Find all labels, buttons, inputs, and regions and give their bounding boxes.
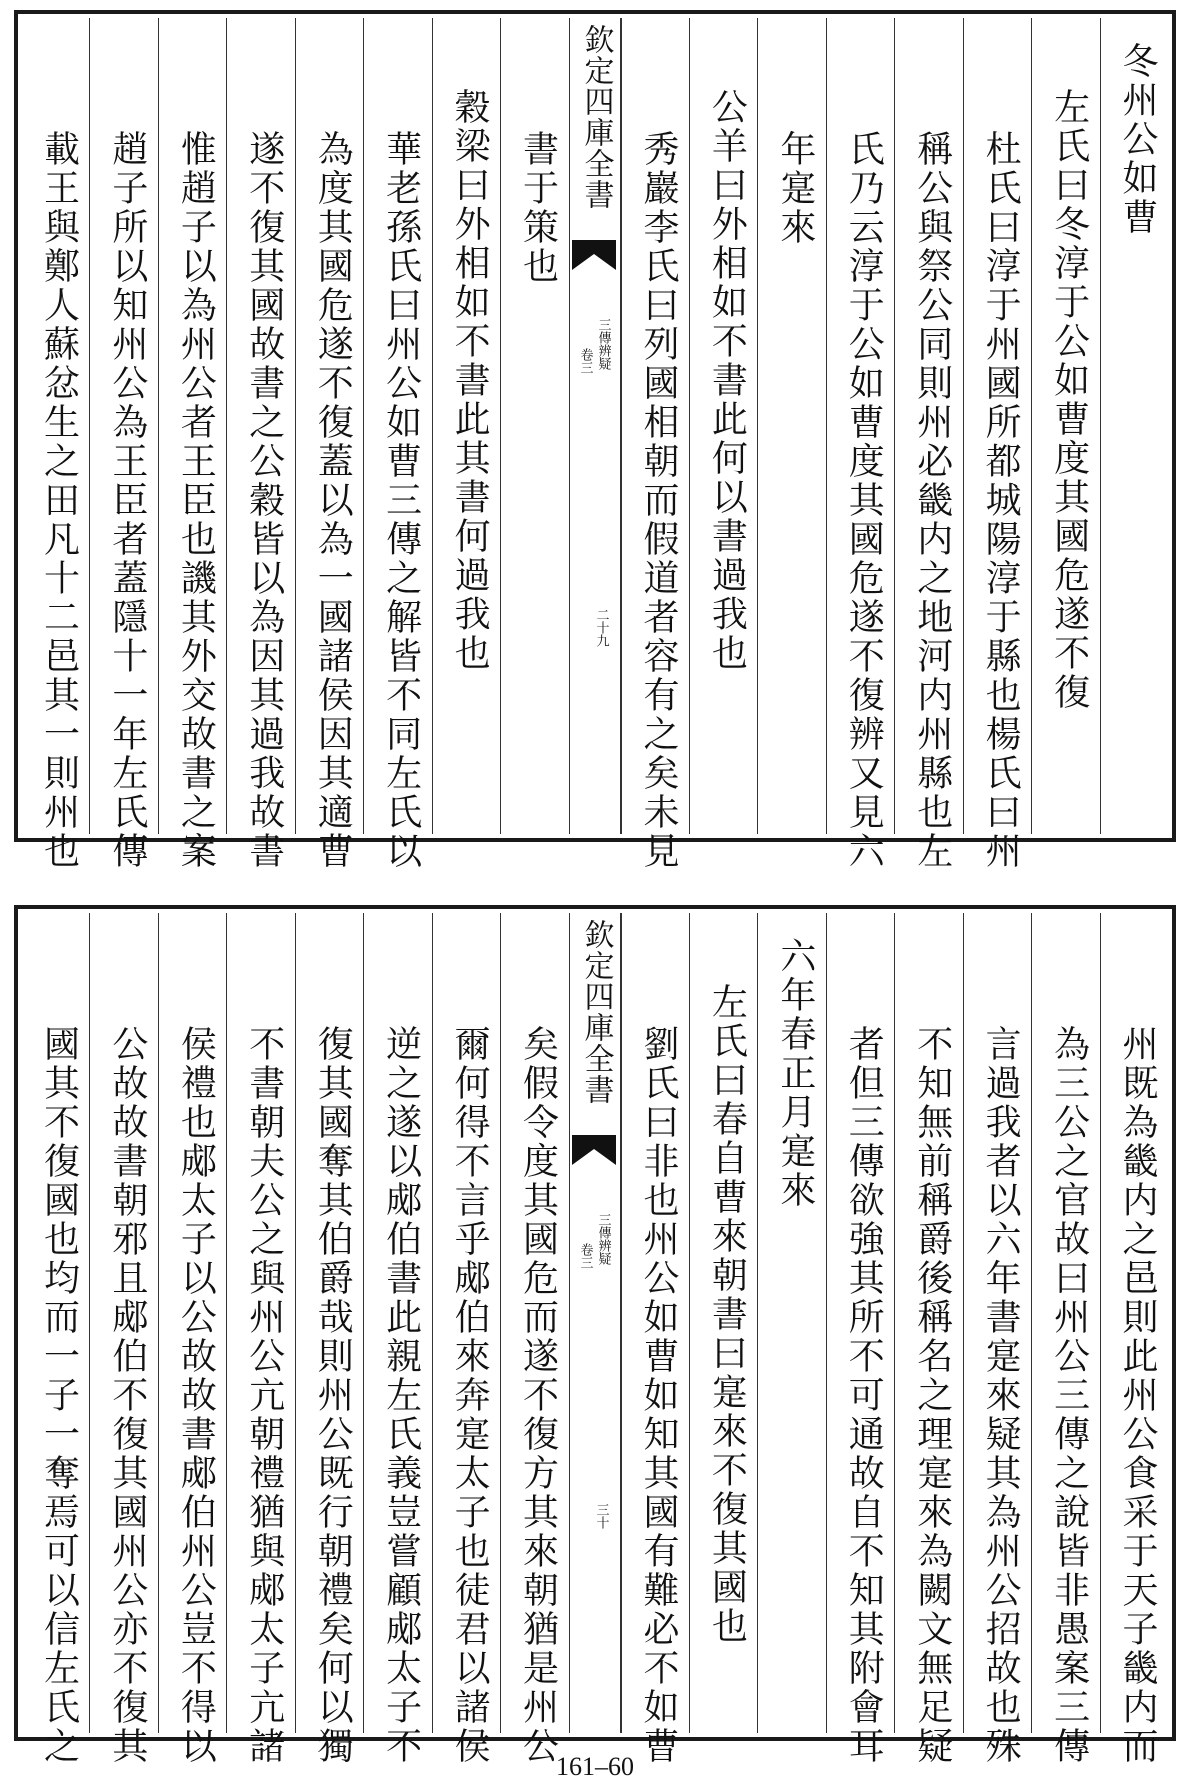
text-column xyxy=(500,913,568,1766)
column-text: 杜氏曰淳于州國所都城陽淳于縣也楊氏曰州 xyxy=(980,130,1022,871)
top-page-panel xyxy=(14,10,1176,871)
banner-folio: 二十九 xyxy=(593,608,609,647)
column-text: 者但三傳欲強其所不可通故自不知其附會耳 xyxy=(843,1025,885,1766)
text-column xyxy=(226,18,294,871)
column-text: 不知無前稱爵後稱名之理寔來為闕文無足疑 xyxy=(911,1025,953,1766)
text-column xyxy=(89,913,157,1766)
text-column xyxy=(226,913,294,1766)
column-text: 稱公與祭公同則州必畿内之地河内州縣也左 xyxy=(911,130,953,871)
column-text: 書于策也 xyxy=(517,130,559,286)
text-column xyxy=(89,18,157,871)
text-column xyxy=(1031,18,1099,834)
text-column xyxy=(22,18,89,871)
text-column xyxy=(1031,913,1099,1766)
column-text: 逆之遂以郕伯書此親左氏義豈嘗顧郕太子不 xyxy=(380,1025,422,1766)
text-column xyxy=(158,18,226,871)
text-column xyxy=(500,18,568,834)
column-text: 華老孫氏曰州公如曹三傳之解皆不同左氏以 xyxy=(380,130,422,871)
column-text: 為三公之官故曰州公三傳之說皆非愚案三傳 xyxy=(1048,1025,1090,1766)
text-column xyxy=(621,913,689,1766)
text-column xyxy=(363,913,431,1766)
text-column xyxy=(22,913,89,1766)
banner-title: 欽定四庫全書 xyxy=(578,919,614,1105)
column-text: 左氏曰春自曹來朝書曰寔來不復其國也 xyxy=(706,983,748,1646)
column-text: 秀巖李氏曰列國相朝而假道者容有之矣未見 xyxy=(637,130,679,871)
fishtail-mark xyxy=(572,240,616,280)
text-column xyxy=(963,913,1031,1766)
banner-book-title: 三傳辨疑 xyxy=(595,318,611,370)
fishtail-mark xyxy=(572,1135,616,1175)
text-column xyxy=(689,913,757,1733)
column-text: 公故故書朝邪且郕伯不復其國州公亦不復其 xyxy=(106,1025,148,1766)
text-column xyxy=(894,913,962,1766)
column-text: 不書朝夫公之與州公亢朝禮猶與郕太子亢諸 xyxy=(243,1025,285,1766)
column-text: 冬州公如曹 xyxy=(1117,42,1158,237)
column-text: 矣假令度其國危而遂不復方其來朝猶是州公 xyxy=(517,1025,559,1766)
text-column xyxy=(894,18,962,871)
column-text: 趙子所以知州公為王臣者蓋隱十一年左氏傳 xyxy=(106,130,148,871)
text-column xyxy=(295,18,363,871)
banner-juan: 卷三 xyxy=(577,348,593,374)
banner-juan: 卷三 xyxy=(577,1243,593,1269)
text-column xyxy=(1100,18,1168,834)
text-column xyxy=(432,913,500,1766)
column-text: 侯禮也郕太子以公故故書郕伯州公豈不得以 xyxy=(175,1025,217,1766)
column-text: 氏乃云淳于公如曹度其國危遂不復辨又見六 xyxy=(843,130,885,871)
bottom-page-panel xyxy=(14,905,1176,1766)
bottom-columns xyxy=(22,913,1168,1766)
column-text: 公羊曰外相如不書此何以書過我也 xyxy=(706,88,748,673)
column-text: 遂不復其國故書之公穀皆以為因其過我故書 xyxy=(243,130,285,871)
column-text: 載王與鄭人蘇忿生之田凡十二邑其一則州也 xyxy=(38,130,80,871)
text-column xyxy=(757,18,825,834)
text-column xyxy=(757,913,825,1733)
text-column xyxy=(295,913,363,1766)
text-column xyxy=(363,18,431,871)
center-banner xyxy=(569,913,621,1733)
text-column xyxy=(826,913,894,1766)
text-column xyxy=(621,18,689,871)
text-column xyxy=(432,18,500,834)
column-text: 年寔來 xyxy=(774,130,816,247)
text-column xyxy=(963,18,1031,871)
column-text: 六年春正月寔來 xyxy=(774,937,816,1210)
column-text: 國其不復國也均而一子一奪焉可以信左氏之 xyxy=(38,1025,80,1766)
text-column xyxy=(158,913,226,1766)
top-columns xyxy=(22,18,1168,871)
column-text: 為度其國危遂不復蓋以為一國諸侯因其適曹 xyxy=(312,130,354,871)
column-text: 州既為畿内之邑則此州公食采于天子畿内而 xyxy=(1117,1025,1158,1766)
center-banner xyxy=(569,18,621,834)
column-text: 劉氏曰非也州公如曹如知其國有難必不如曹 xyxy=(637,1025,679,1766)
column-text: 言過我者以六年書寔來疑其為州公招故也殊 xyxy=(980,1025,1022,1766)
banner-title: 欽定四庫全書 xyxy=(578,24,614,210)
banner-book-title: 三傳辨疑 xyxy=(595,1213,611,1265)
column-text: 爾何得不言乎郕伯來奔寔太子也徒君以諸侯 xyxy=(449,1025,491,1766)
column-text: 左氏曰冬淳于公如曹度其國危遂不復 xyxy=(1048,88,1090,712)
page-number: 161–60 xyxy=(556,1752,634,1781)
text-column xyxy=(826,18,894,871)
text-column xyxy=(689,18,757,834)
text-column xyxy=(1100,913,1168,1766)
banner-folio: 三十 xyxy=(593,1503,609,1529)
column-text: 惟趙子以為州公者王臣也譏其外交故書之案 xyxy=(175,130,217,871)
column-text: 復其國奪其伯爵哉則州公既行朝禮矣何以獨 xyxy=(312,1025,354,1766)
column-text: 穀梁曰外相如不書此其書何過我也 xyxy=(449,88,491,673)
